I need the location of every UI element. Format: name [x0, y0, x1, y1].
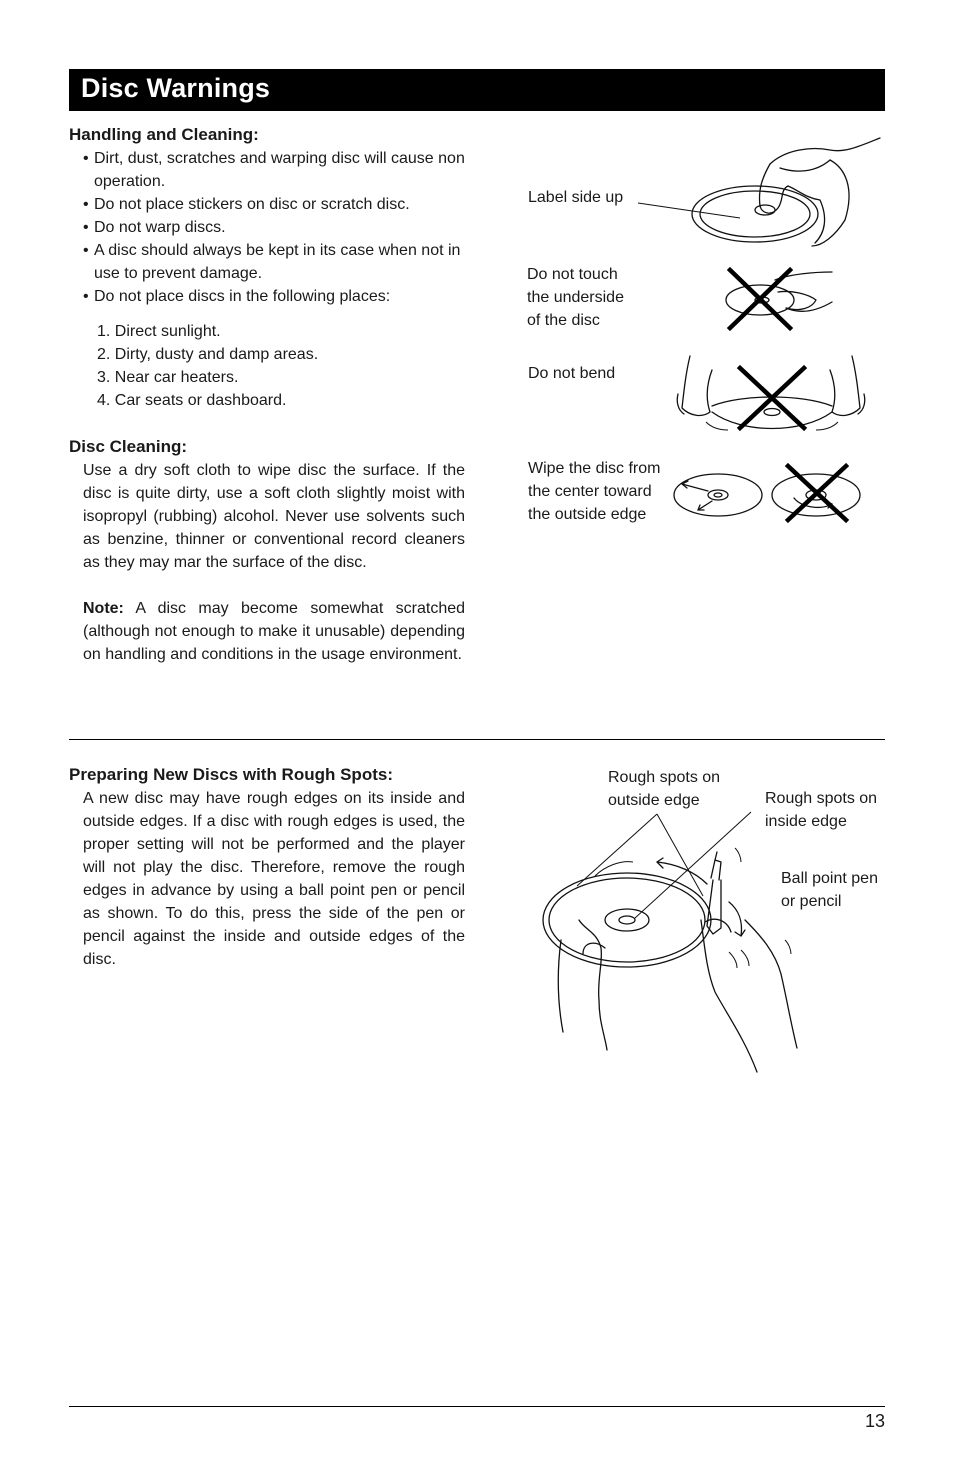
- label-side-up-illustration: [630, 128, 890, 253]
- rough-heading: Preparing New Discs with Rough Spots:: [69, 765, 393, 784]
- list-item: • A disc should always be kept in its case when not in use to prevent damage.: [83, 242, 461, 282]
- wipe-caption: Wipe the disc from the center toward the outside edge: [528, 460, 661, 523]
- list-item: 3. Near car heaters.: [97, 369, 239, 386]
- inside-edge-caption: Rough spots on inside edge: [765, 790, 878, 830]
- cleaning-section: [69, 437, 465, 666]
- rough-section: [69, 765, 465, 971]
- section-divider: [69, 739, 885, 740]
- cleaning-body: Use a dry soft cloth to wipe disc the surface. If the disc is quite dirty, use a soft cloth slightly moist with isopropyl (rubbing) alcohol. Never use solvents such as benzine, thinner or conventional record cleaners as they may mar the surface of the disc.: [83, 462, 465, 571]
- list-item: • Do not warp discs.: [83, 219, 226, 236]
- no-touch-illustration: [720, 262, 840, 334]
- no-bend-illustration: [672, 350, 872, 440]
- footer-divider: [69, 1406, 885, 1407]
- list-item: • Do not place stickers on disc or scratch disc.: [83, 196, 410, 213]
- outside-edge-caption: Rough spots on outside edge: [608, 769, 721, 809]
- list-item: 1. Direct sunlight.: [97, 323, 221, 340]
- list-item: 2. Dirty, dusty and damp areas.: [97, 346, 319, 363]
- cleaning-note: [83, 597, 465, 666]
- page-title: Disc Warnings: [81, 73, 271, 103]
- rough-body: A new disc may have rough edges on its inside and outside edges. If a disc with rough edges is used, the proper setting will not be performed and the player will not play the disc. Therefore, remove the rough edges in advance by using a ball point pen or pencil as shown. To do this, press the side of the pen or pencil against the inside and outside edges of the disc.: [83, 790, 465, 968]
- handling-section: [69, 125, 469, 412]
- places-list: [69, 320, 469, 412]
- list-item: 4. Car seats or dashboard.: [97, 392, 287, 409]
- handling-heading: Handling and Cleaning:: [69, 125, 259, 144]
- rough-spots-illustration: [535, 800, 815, 1080]
- no-bend-caption: Do not bend: [528, 365, 616, 382]
- handling-bullet-list: [69, 147, 469, 308]
- cleaning-heading: Disc Cleaning:: [69, 437, 188, 456]
- wipe-illustration: [672, 460, 872, 528]
- page-number: 13: [864, 1411, 885, 1431]
- pen-caption: Ball point pen or pencil: [781, 870, 878, 910]
- list-item: • Dirt, dust, scratches and warping disc will cause non operation.: [83, 150, 465, 190]
- list-item: • Do not place discs in the following places:: [83, 288, 391, 305]
- label-side-up-caption: Label side up: [528, 189, 624, 206]
- note-body: A disc may become somewhat scratched (although not enough to make it unusable) depending on handling and conditions in the usage environment.: [83, 600, 466, 663]
- title-bar: [69, 69, 885, 111]
- no-touch-caption: Do not touch the underside of the disc: [527, 266, 624, 329]
- note-label: Note:: [83, 600, 124, 617]
